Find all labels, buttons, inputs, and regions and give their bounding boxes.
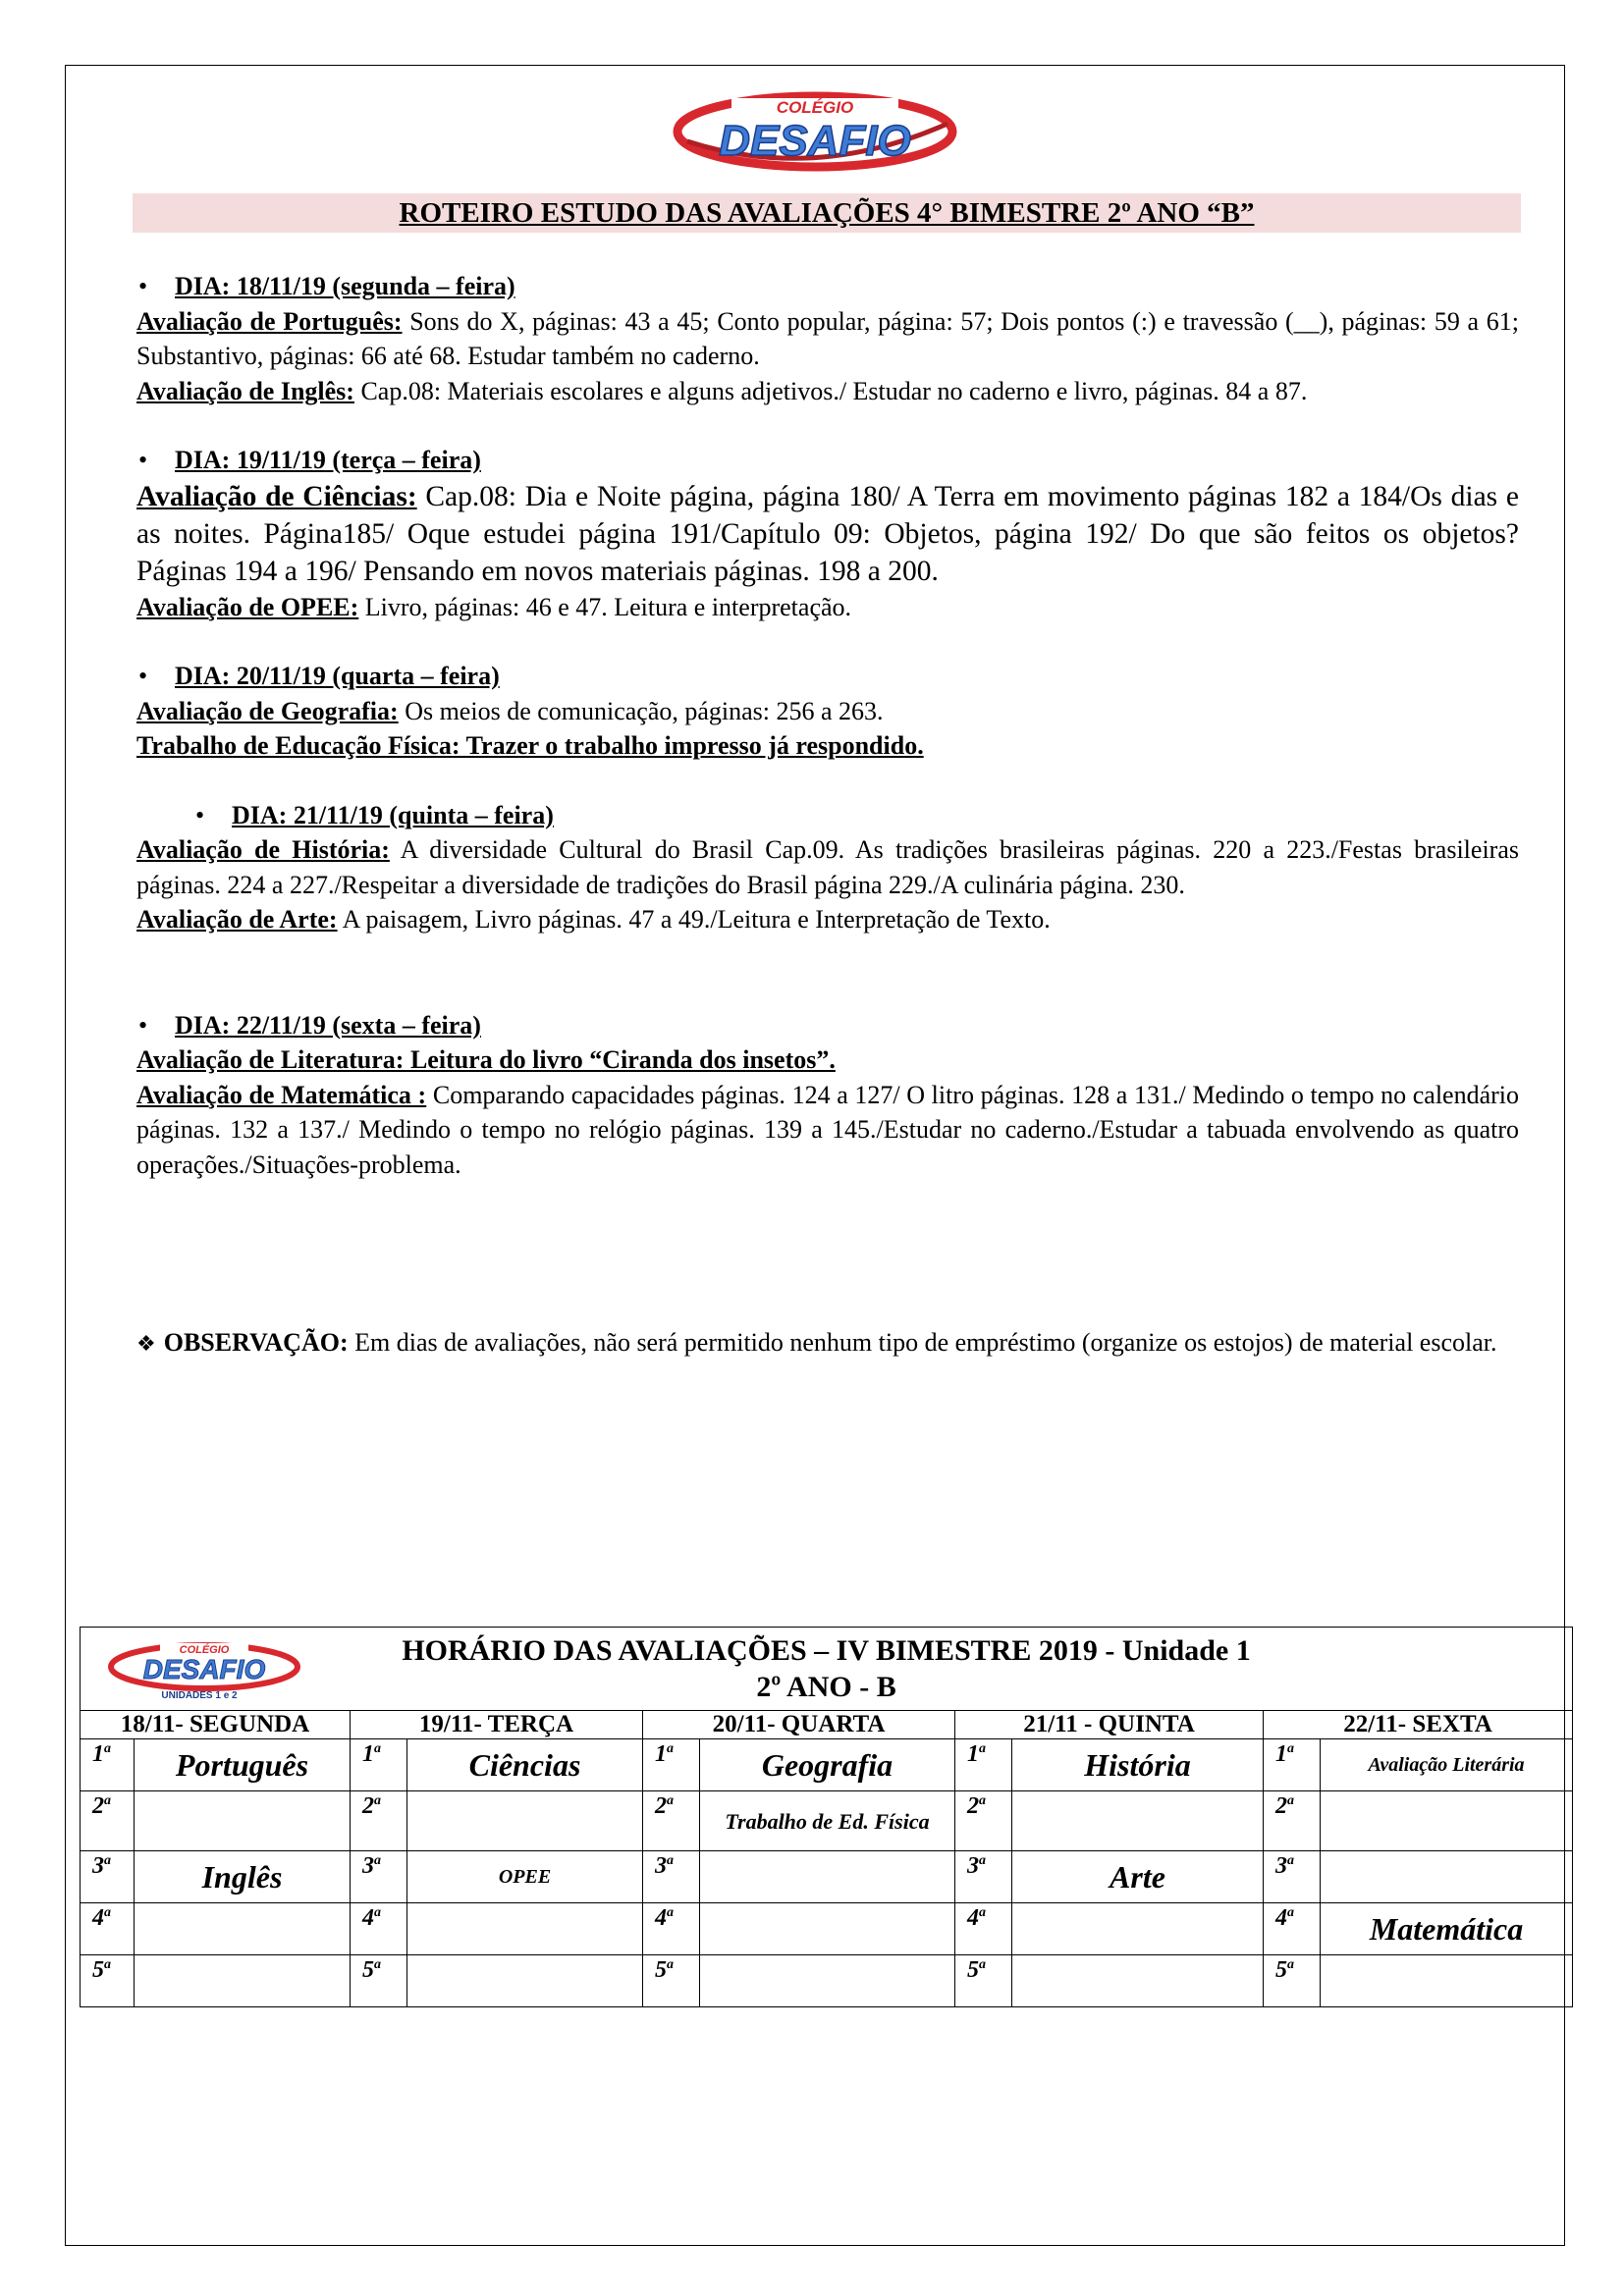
subject-cell: Português — [135, 1739, 351, 1791]
period-number: 4$^a$ — [351, 1903, 407, 1955]
small-logo-main-text: DESAFIO — [142, 1654, 266, 1684]
period-number: 3$^a$ — [955, 1851, 1012, 1903]
subject-cell — [407, 1955, 643, 2007]
subject-cell — [135, 1903, 351, 1955]
subject-cell — [1012, 1903, 1264, 1955]
schedule-header — [81, 1628, 1573, 1711]
assessment-label: Avaliação de Matemática : — [136, 1080, 427, 1109]
period-number: 3$^a$ — [643, 1851, 700, 1903]
assessment-label: Avaliação de Arte: — [136, 905, 338, 934]
period-number: 2$^a$ — [643, 1791, 700, 1851]
period-number: 3$^a$ — [351, 1851, 407, 1903]
period-number: 5$^a$ — [955, 1955, 1012, 2007]
small-logo-sub-text: UNIDADES 1 e 2 — [161, 1690, 238, 1701]
period-number: 3$^a$ — [1264, 1851, 1321, 1903]
subject-cell: Avaliação Literária — [1321, 1739, 1573, 1791]
day-header-wednesday: 20/11- QUARTA — [643, 1711, 955, 1739]
period-number: 4$^a$ — [955, 1903, 1012, 1955]
subject-cell: Geografia — [700, 1739, 955, 1791]
day-heading — [136, 1008, 1519, 1043]
assessment-item — [136, 304, 1519, 374]
day-header-row — [81, 1711, 1573, 1739]
day-section-2 — [136, 443, 1519, 624]
day-heading-text: DIA: 22/11/19 (sexta – feira) — [175, 1010, 481, 1040]
subject-cell — [1321, 1791, 1573, 1851]
colegio-desafio-logo — [668, 84, 962, 175]
assessment-text: Comparando capacidades páginas. 124 a 127/ O litro páginas. 128 a 131./ Medindo o tempo no calendário páginas. 132 a 137./ Medindo o tempo no relógio páginas. 139 a 145./Estudar no caderno./Estudar a tabuada envolvendo as quatro operações./Situações-problema. — [136, 1080, 1520, 1179]
subject-cell: Inglês — [135, 1851, 351, 1903]
logo-top-text: COLÉGIO — [776, 98, 854, 117]
bullet-icon: • — [138, 446, 148, 474]
period-number: 1$^a$ — [643, 1739, 700, 1791]
assessment-label: Avaliação de Literatura: Leitura do livro “Ciranda dos insetos”. — [136, 1045, 836, 1074]
day-heading — [136, 443, 1519, 478]
subject-cell — [135, 1955, 351, 2007]
assessment-item — [136, 374, 1519, 409]
day-heading-text: DIA: 20/11/19 (quarta – feira) — [175, 662, 500, 690]
bullet-icon: • — [138, 662, 148, 690]
page-title — [133, 193, 1521, 233]
period-number: 5$^a$ — [643, 1955, 700, 2007]
period-number: 1$^a$ — [955, 1739, 1012, 1791]
bullet-icon: • — [138, 1010, 148, 1040]
assessment-item — [136, 902, 1519, 937]
subject-cell — [1012, 1955, 1264, 2007]
table-row — [81, 1739, 1573, 1791]
assessment-text: Cap.08: Dia e Noite página, página 180/ A Terra em movimento páginas 182 a 184/Os dias e as noites. Página185/ Oque estudei página 191/Capítulo 09: Objetos, página 192/ Do que são feitos os objetos? Páginas 194 a 196/ Pensando em novos materiais páginas. 198 a 200. — [136, 480, 1519, 587]
period-number: 2$^a$ — [81, 1791, 135, 1851]
day-heading-text: DIA: 19/11/19 (terça – feira) — [175, 446, 481, 474]
observation-text: Em dias de avaliações, não será permitido nenhum tipo de empréstimo (organize os estojos) de material escolar. — [348, 1328, 1497, 1357]
period-number: 4$^a$ — [643, 1903, 700, 1955]
subject-cell — [700, 1851, 955, 1903]
period-number: 1$^a$ — [1264, 1739, 1321, 1791]
day-section-1 — [136, 269, 1519, 408]
subject-cell: Ciências — [407, 1739, 643, 1791]
subject-cell — [1321, 1851, 1573, 1903]
subject-cell — [700, 1955, 955, 2007]
colegio-desafio-small-logo — [106, 1637, 318, 1706]
logo-main-text: DESAFIO — [719, 117, 911, 165]
subject-cell — [1012, 1791, 1264, 1851]
subject-cell — [1321, 1955, 1573, 2007]
assessment-label: Trabalho de Educação Física: Trazer o trabalho impresso já respondido. — [136, 731, 924, 760]
assessment-item — [136, 1042, 1519, 1078]
assessment-text: A paisagem, Livro páginas. 47 a 49./Leitura e Interpretação de Texto. — [337, 905, 1051, 934]
subject-cell — [135, 1791, 351, 1851]
assessment-label: Avaliação de Geografia: — [136, 696, 399, 725]
assessment-text: Sons do X, páginas: 43 a 45; Conto popular, página: 57; Dois pontos (:) e travessão (__), páginas: 59 a 61; Substantivo, páginas: 66 até 68. Estudar também no caderno. — [136, 306, 1519, 370]
schedule-class: 2º ANO - B — [756, 1671, 896, 1703]
subject-cell — [700, 1903, 955, 1955]
subject-cell: OPEE — [407, 1851, 643, 1903]
subject-cell — [407, 1791, 643, 1851]
day-heading — [193, 798, 1519, 833]
assessment-label: Avaliação de Inglês: — [136, 376, 354, 405]
day-header-thursday: 21/11 - QUINTA — [955, 1711, 1264, 1739]
assessment-text: Os meios de comunicação, páginas: 256 a 263. — [398, 696, 884, 725]
period-number: 4$^a$ — [1264, 1903, 1321, 1955]
table-row — [81, 1851, 1573, 1903]
table-row — [81, 1903, 1573, 1955]
bullet-icon: • — [195, 800, 205, 829]
subject-cell: Arte — [1012, 1851, 1264, 1903]
period-number: 5$^a$ — [81, 1955, 135, 2007]
small-logo-top-text: COLÉGIO — [179, 1644, 230, 1656]
assessment-item — [136, 832, 1519, 902]
observation-label: OBSERVAÇÃO: — [163, 1328, 349, 1357]
period-number: 2$^a$ — [1264, 1791, 1321, 1851]
assessment-label: Avaliação de Português: — [136, 306, 403, 336]
subject-cell: Trabalho de Ed. Física — [700, 1791, 955, 1851]
day-section-3 — [136, 659, 1519, 764]
day-heading-text: DIA: 21/11/19 (quinta – feira) — [232, 800, 554, 829]
period-number: 5$^a$ — [1264, 1955, 1321, 2007]
period-number: 3$^a$ — [81, 1851, 135, 1903]
period-number: 2$^a$ — [351, 1791, 407, 1851]
assessment-text: Livro, páginas: 46 e 47. Leitura e interpretação. — [358, 592, 852, 621]
day-header-monday: 18/11- SEGUNDA — [81, 1711, 351, 1739]
period-number: 4$^a$ — [81, 1903, 135, 1955]
bullet-icon: • — [138, 272, 148, 300]
day-section-4 — [136, 798, 1519, 937]
page-title-text: ROTEIRO ESTUDO DAS AVALIAÇÕES 4° BIMESTRE 2º ANO “B” — [399, 197, 1255, 229]
day-heading-text: DIA: 18/11/19 (segunda – feira) — [175, 272, 515, 300]
assessment-item — [136, 728, 1519, 764]
day-heading — [136, 659, 1519, 694]
assessment-text: Cap.08: Materiais escolares e alguns adjetivos./ Estudar no caderno e livro, páginas. 84 a 87. — [353, 376, 1308, 405]
period-number: 1$^a$ — [81, 1739, 135, 1791]
table-row — [81, 1955, 1573, 2007]
day-header-friday: 22/11- SEXTA — [1264, 1711, 1573, 1739]
period-number: 1$^a$ — [351, 1739, 407, 1791]
subject-cell — [407, 1903, 643, 1955]
exam-schedule-table — [80, 1627, 1573, 2007]
subject-cell: Matemática — [1321, 1903, 1573, 1955]
assessment-item — [136, 590, 1519, 625]
assessment-text: A diversidade Cultural do Brasil Cap.09. As tradições brasileiras páginas. 220 a 223./Festas brasileiras páginas. 224 a 227./Respeitar a diversidade de tradições do Brasil página 229./A culinária página. 230. — [136, 835, 1519, 899]
assessment-label: Avaliação de OPEE: — [136, 592, 359, 621]
schedule-title: HORÁRIO DAS AVALIAÇÕES – IV BIMESTRE 2019 - Unidade 1 — [402, 1634, 1251, 1667]
assessment-item — [136, 1078, 1519, 1183]
assessment-label: Avaliação de Ciências: — [136, 480, 417, 512]
table-row — [81, 1791, 1573, 1851]
subject-cell: História — [1012, 1739, 1264, 1791]
assessment-item — [136, 478, 1519, 590]
observation-note — [136, 1325, 1519, 1362]
day-section-5 — [136, 1008, 1519, 1183]
period-number: 2$^a$ — [955, 1791, 1012, 1851]
day-header-tuesday: 19/11- TERÇA — [351, 1711, 643, 1739]
study-guide — [136, 269, 1519, 1182]
period-number: 5$^a$ — [351, 1955, 407, 2007]
assessment-label: Avaliação de História: — [136, 835, 390, 864]
assessment-item — [136, 694, 1519, 729]
diamond-bullet-icon: ❖ — [136, 1332, 156, 1357]
day-heading — [136, 269, 1519, 304]
